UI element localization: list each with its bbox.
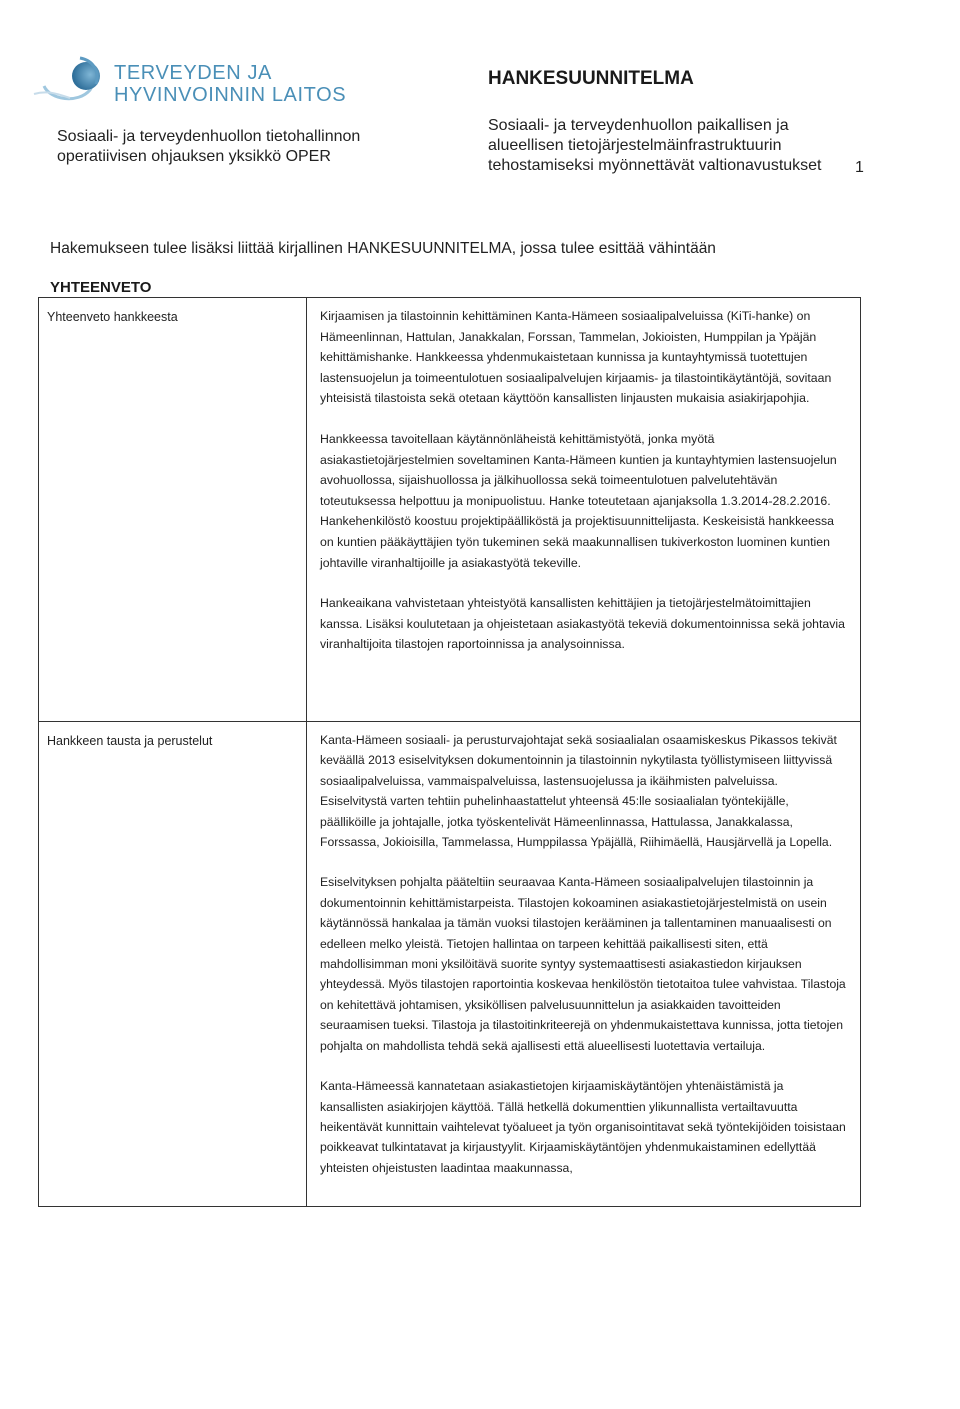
section-title: YHTEENVETO [50, 279, 152, 296]
paragraph: Kanta-Hämeen sosiaali- ja perusturvajohtajat sekä sosiaalialan osaamiskeskus Pikassos tekivät keväällä 2013 esiselvityksen dokumentoinnin ja tilastoinnin nykytilasta työllistymiseen liittyvissä sosiaalipalveluissa, vammaispalveluissa, lastensuojelussa ja ikäihmisten palveluissa. Esiselvitystä varten tehtiin puhelinhaastattelut yhteensä 45:lle sosiaalialan työntekijälle, päälliköille ja johtajalle, jotka työskentelivät Hämeenlinnassa, Hattulassa, Janakkalassa, Forssassa, Jokioisilla, Tammelassa, Humppilassa Ypäjällä, Riihimäellä, Hausjärvellä ja Lopella. [320, 733, 837, 850]
row-label: Hankkeen tausta ja perustelut [39, 722, 307, 1206]
paragraph: Hankkeessa tavoitellaan käytännönläheistä kehittämistyötä, jonka myötä asiakastietojärjestelmien soveltaminen Kanta-Hämeen kuntien ja kuntayhtymien lastensuojelun avohuollossa, sijaishuollossa ja jälkihuollossa sekä toimeentulotuen palvelutehtävän toteutuksessa helpottuu ja monipuolistuu. Hanke toteutetaan ajanjaksolla 1.3.2014-28.2.2016. Hankehenkilöstö koostuu projektipäälliköstä ja projektisuunnittelijasta. Keskeisistä hankkeessa on kuntien pääkäyttäjien työn tukeminen sekä maakunnallisen tukiverkoston luominen kuntien johtaville viranhaltijoille ja asiakastyötä tekeville. [320, 431, 837, 570]
summary-table [38, 297, 861, 1207]
thl-logo [30, 50, 370, 110]
org-unit-name: Sosiaali- ja terveydenhuollon tietohallinnon operatiivisen ohjauksen yksikkö OPER [57, 128, 361, 165]
logo-text-line1: TERVEYDEN JA [114, 62, 272, 84]
paragraph: Esiselvityksen pohjalta pääteltiin seuraavaa Kanta-Hämeen sosiaalipalvelujen tilastoinnin ja dokumentoinnin kehittämistarpeista. Tilastojen kokoaminen asiakastietojärjestelmistä on usein käytännössä hankalaa ja tämän vuoksi tilastojen kerääminen ja tallentaminen manuaalisesti on edelleen melko yleistä. Tietojen hallintaa on tarpeen kehittää paikallisesti siten, että mahdollisimman moni yksilöitävä suorite syntyy systemaattisesti asiakastiedon kirjauksen yhteydessä. Myös tilastojen raportointia koskevaa henkilöstön tietotaitoa tulee vahvistaa. Tilastoja on kehitettävä johtamisen, yksiköllisen palvelusuunnittelun ja asiakkaiden tavoitteiden seuraamisen tueksi. Tilastoja ja tilastoitinkriteerejä on yhdenmukaistettava kunnissa, jotta tietojen pohjalta on mahdollista tehdä sekä ajallisesti että alueellisesti luotettavia vertailuja. [320, 875, 846, 1053]
row-label: Yhteenveto hankkeesta [39, 298, 307, 721]
document-subtitle: Sosiaali- ja terveydenhuollon paikallisen ja alueellisen tietojärjestelmäinfrastruktuurin tehostamiseksi myönnettävät valtionavustukset [488, 117, 822, 174]
page-number: 1 [855, 159, 864, 176]
row-content [307, 298, 860, 721]
paragraph: Kanta-Hämeessä kannatetaan asiakastietojen kirjaamiskäytäntöjen yhtenäistämistä ja kansallisten asiakirjojen käyttöä. Tällä hetkellä dokumenttien ylikunnallista vertailtavuutta heikentävät kunnittain vaihtelevat työalueet ja työn organisointitavat sekä työntekijöiden toisistaan poikkeavat tulkintatavat ja kirjaustyylit. Kirjaamiskäytäntöjen yhdenmukaistaminen edellyttää yhteisten ohjeistusten laadintaa maakunnassa, [320, 1079, 846, 1175]
table-row-background [39, 721, 860, 1206]
paragraph: Kirjaamisen ja tilastoinnin kehittäminen Kanta-Hämeen sosiaalipalveluissa (KiTi-hanke) on Hämeenlinnan, Hattulan, Janakkalan, Forssan, Tammelan, Jokioisten, Humppilan ja Ypäjän kehittämishanke. Hankkeessa yhdenmukaistetaan kunnissa ja kuntayhtymissä tuotettujen lastensuojelun ja toimeentulotuen sosiaalipalvelujen kirjaamis- ja tilastointikäytäntöjä, sovitaan yhteisistä tilastoista sekä otetaan käyttöön kansallisten linjausten mukaisia asiakirjapohjia. [320, 309, 832, 406]
intro-text: Hakemukseen tulee lisäksi liittää kirjallinen HANKESUUNNITELMA, jossa tulee esittää vähintään [50, 240, 716, 257]
document-title: HANKESUUNNITELMA [488, 68, 694, 89]
thl-logo-mark-icon [30, 50, 110, 106]
logo-text-line2: HYVINVOINNIN LAITOS [114, 84, 347, 106]
table-row-summary [39, 298, 860, 721]
row-content [307, 722, 860, 1206]
paragraph: Hankeaikana vahvistetaan yhteistyötä kansallisten kehittäjien ja tietojärjestelmätoimittajien kanssa. Lisäksi koulutetaan ja ohjeistetaan asiakastyötä tekeviä dokumentoinnissa sekä johtavia viranhaltijoita tilastojen raportoinnissa ja analysoinnissa. [320, 596, 845, 652]
